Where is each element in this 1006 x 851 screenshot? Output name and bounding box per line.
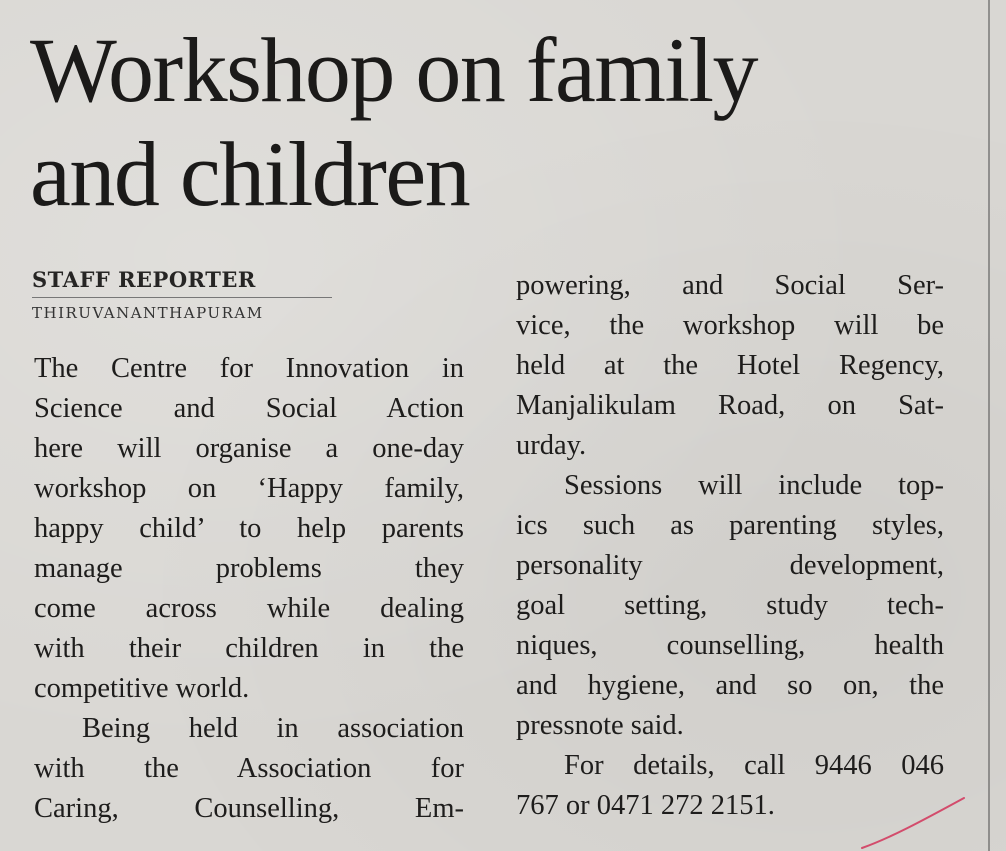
body-line: urday. xyxy=(516,430,587,461)
body-line: Science and Social Action xyxy=(34,393,464,424)
dateline: THIRUVANANTHAPURAM xyxy=(32,297,332,324)
body-line: Being held in association xyxy=(82,713,464,744)
body-line: The Centre for Innovation in xyxy=(34,353,464,384)
body-line: here will organise a one-day xyxy=(34,433,464,464)
body-line: Sessions will include top- xyxy=(564,470,944,501)
column-rule xyxy=(988,0,990,851)
reporter-name: STAFF REPORTER xyxy=(32,267,256,292)
body-line: ics such as parenting styles, xyxy=(516,510,944,541)
body-line: powering, and Social Ser- xyxy=(516,270,944,301)
body-line: Caring, Counselling, Em- xyxy=(34,793,464,824)
body-line: 767 or 0471 272 2151. xyxy=(516,790,775,821)
article-column-1 xyxy=(34,349,464,829)
body-line: goal setting, study tech- xyxy=(516,590,944,621)
body-line: with the Association for xyxy=(34,753,464,784)
body-line: and hygiene, and so on, the xyxy=(516,670,944,701)
body-line: For details, call 9446 046 xyxy=(564,750,944,781)
body-line: personality development, xyxy=(516,550,944,581)
headline xyxy=(30,18,980,226)
headline-line-2: and children xyxy=(30,123,470,225)
body-line: niques, counselling, health xyxy=(516,630,944,661)
body-line: with their children in the xyxy=(34,633,464,664)
body-line: workshop on ‘Happy family, xyxy=(34,473,464,504)
body-line: come across while dealing xyxy=(34,593,464,624)
headline-line-1: Workshop on family xyxy=(30,19,758,121)
body-line: competitive world. xyxy=(34,673,250,704)
body-line: manage problems they xyxy=(34,553,464,584)
body-line: Manjalikulam Road, on Sat- xyxy=(516,390,944,421)
article-column-2 xyxy=(516,266,944,826)
body-line: pressnote said. xyxy=(516,710,684,741)
body-line: held at the Hotel Regency, xyxy=(516,350,944,381)
byline xyxy=(32,266,362,324)
pen-mark-icon xyxy=(860,790,970,850)
body-line: vice, the workshop will be xyxy=(516,310,944,341)
body-line: happy child’ to help parents xyxy=(34,513,464,544)
